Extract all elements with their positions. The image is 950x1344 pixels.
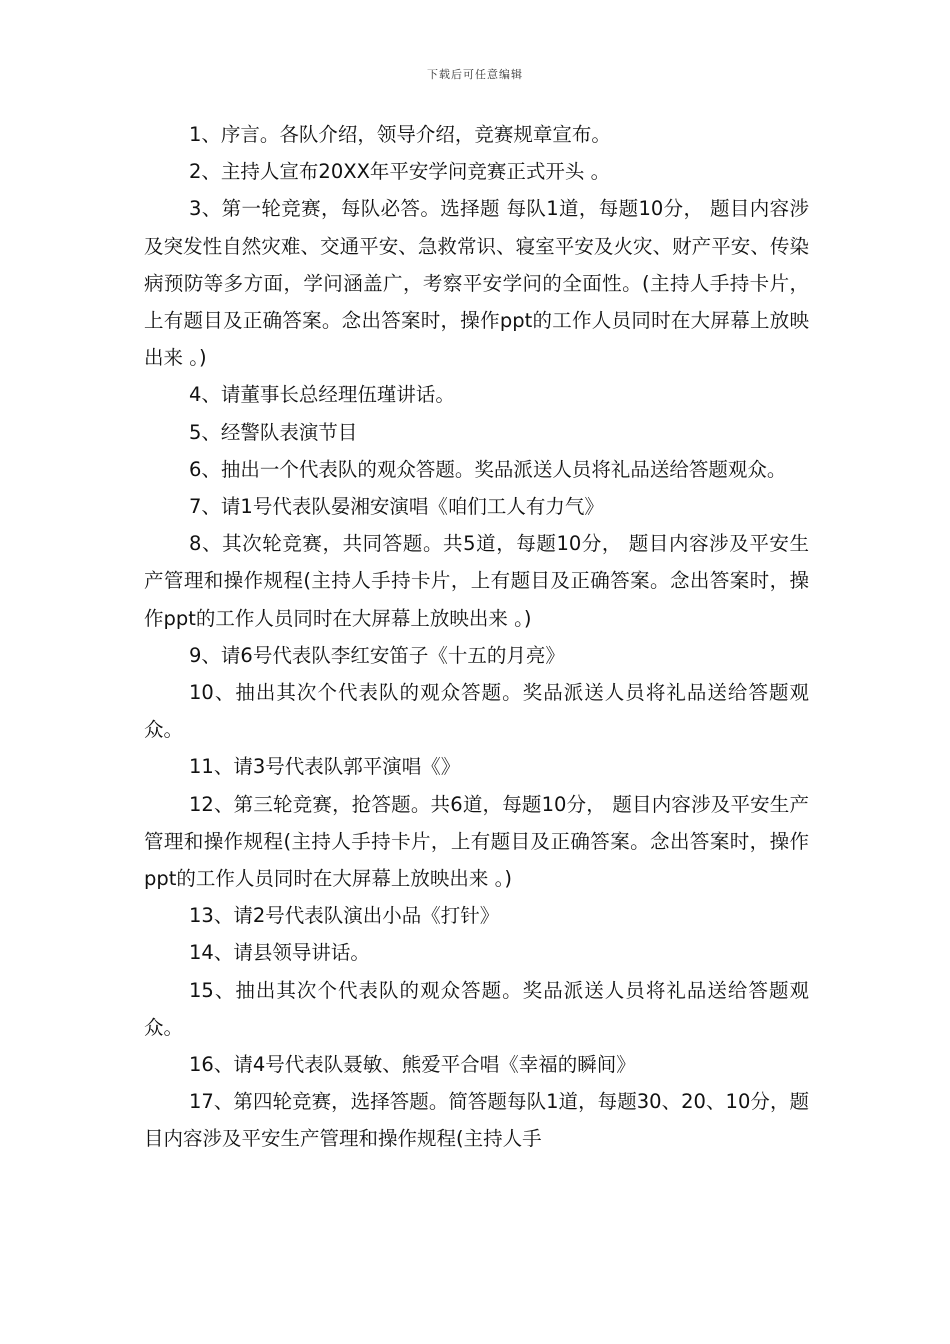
paragraph-13: 13、请2号代表队演出小品《打针》: [189, 904, 500, 928]
page-header: 下载后可任意编辑: [427, 68, 523, 81]
paragraph-12: 12、第三轮竞赛，抢答题。共6道，每题10分， 题目内容涉及平安生产管理和操作规程(主持人手持卡片，上有题目及正确答案。念出答案时，操作ppt的工作人员同时在大屏幕上放映出来 。): [144, 792, 809, 891]
paragraph-14: 14、请县领导讲话。: [189, 941, 370, 965]
paragraph-2: 2、主持人宣布20XX年平安学问竞赛正式开头 。: [189, 160, 611, 184]
paragraph-1: 1、序言。各队介绍，领导介绍，竞赛规章宣布。: [189, 123, 611, 146]
paragraph-9: 9、请6号代表队李红安笛子《十五的月亮》: [189, 643, 565, 667]
paragraph-4: 4、请董事长总经理伍瑾讲话。: [189, 383, 455, 407]
paragraph-3: 3、第一轮竞赛，每队必答。选择题 每队1道，每题10分， 题目内容涉及突发性自然灾难、交通平安、急救常识、寝室平安及火灾、财产平安、传染病预防等多方面，学问涵盖广，考察平安学问的全面性。(主持人手持卡片，上有题目及正确答案。念出答案时，操作ppt的工作人员同时在大屏幕上放映出来 。): [144, 197, 809, 370]
document-body: [144, 116, 809, 1158]
paragraph-17: 17、第四轮竞赛，选择答题。简答题每队1道，每题30、20、10分，题目内容涉及平安生产管理和操作规程(主持人手: [144, 1090, 809, 1151]
paragraph-5: 5、经警队表演节目: [189, 420, 358, 444]
paragraph-8: 8、其次轮竞赛，共同答题。共5道，每题10分， 题目内容涉及平安生产管理和操作规程(主持人手持卡片，上有题目及正确答案。念出答案时，操作ppt的工作人员同时在大屏幕上放映出来 。): [144, 532, 809, 630]
paragraph-7: 7、请1号代表队晏湘安演唱《咱们工人有力气》: [189, 495, 604, 519]
paragraph-10: 10、抽出其次个代表队的观众答题。奖品派送人员将礼品送给答题观众。: [144, 681, 809, 742]
paragraph-11: 11、请3号代表队郭平演唱《》: [189, 755, 461, 779]
paragraph-15: 15、抽出其次个代表队的观众答题。奖品派送人员将礼品送给答题观众。: [144, 978, 809, 1039]
paragraph-16: 16、请4号代表队聂敏、熊爱平合唱《幸福的瞬间》: [189, 1053, 636, 1077]
paragraph-6: 6、抽出一个代表队的观众答题。奖品派送人员将礼品送给答题观众。: [189, 457, 787, 481]
